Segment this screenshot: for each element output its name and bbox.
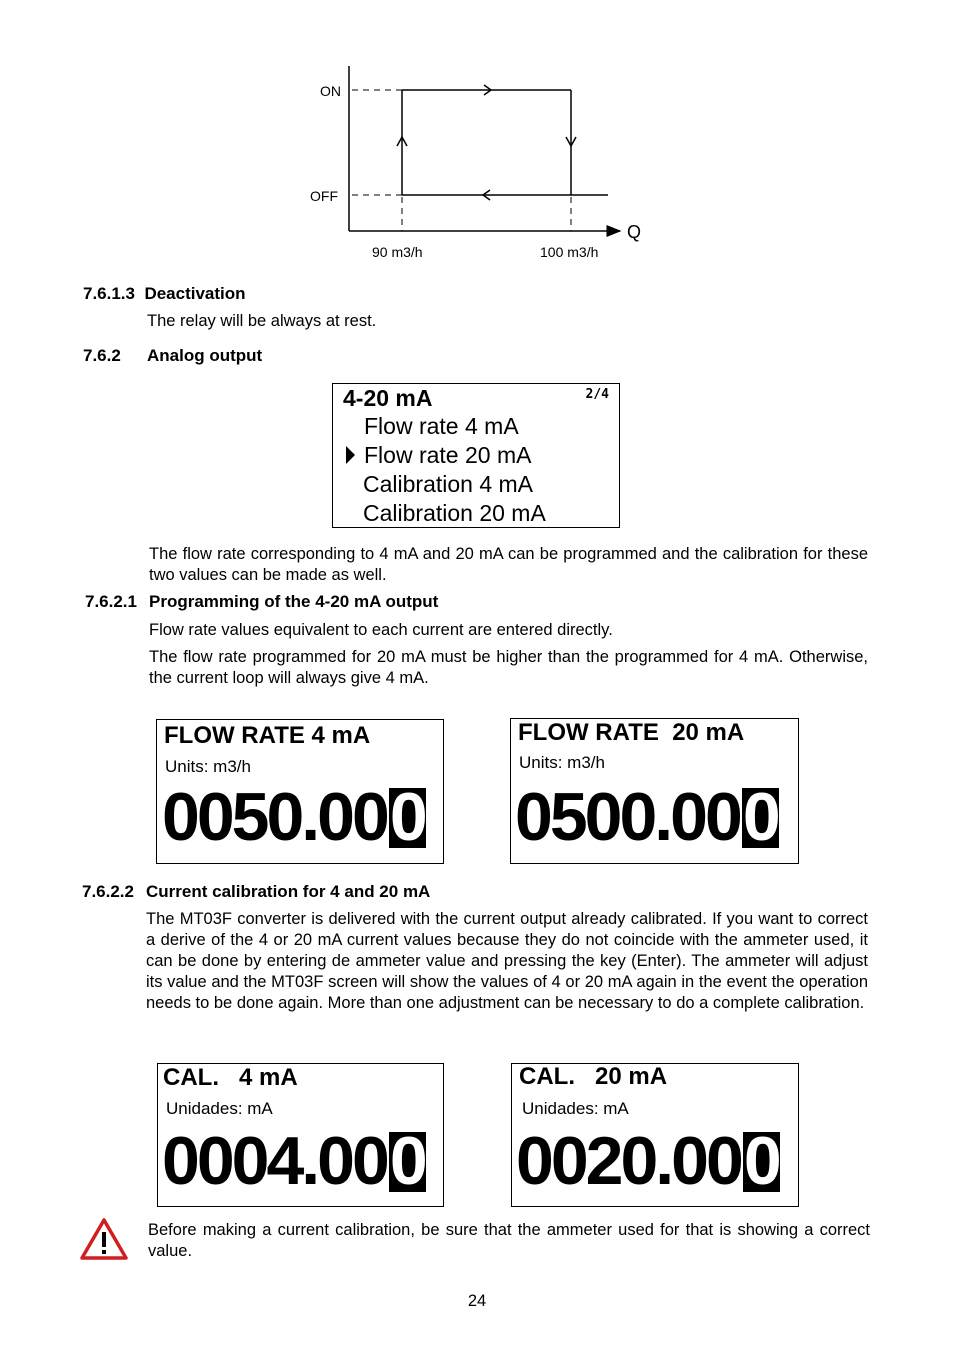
value-digits: 0050.00	[162, 779, 387, 855]
section-title: Analog output	[147, 346, 263, 365]
on-label: ON	[320, 83, 341, 99]
screen-value	[515, 779, 779, 855]
calibration-4ma-screen	[157, 1063, 444, 1207]
menu-title: 4-20 mA	[343, 385, 433, 411]
analog-output-text: The flow rate corresponding to 4 mA and 20 mA can be programmed and the calibration for these two values can be made as well.	[149, 545, 868, 584]
menu-item-calibration-4ma[interactable]: Calibration 4 mA	[363, 471, 534, 497]
screen-units: Unidades: mA	[166, 1099, 273, 1118]
screen-title: CAL. 4 mA	[163, 1064, 298, 1091]
calibration-20ma-screen	[511, 1063, 799, 1207]
edit-cursor[interactable]: 0	[389, 779, 425, 855]
programming-text-2: The flow rate programmed for 20 mA must be higher than the programmed for 4 mA. Otherwise, the current loop will always give 4 mA.	[149, 648, 868, 687]
edit-cursor[interactable]: 0	[743, 1123, 779, 1199]
calibration-text: The MT03F converter is delivered with the current output already calibrated. If you want to correct a derive of the 4 or 20 mA current values because they do not coincide with the ammeter used, it can be done by entering de ammeter value and pressing the key (Enter). The ammeter will adjust its value and the MT03F screen will show the values of 4 or 20 mA again in the event the operation needs to be done again. More than one adjustment can be necessary to do a complete calibration.	[146, 910, 868, 1012]
screen-units: Units: m3/h	[519, 753, 605, 772]
screen-value	[516, 1123, 780, 1199]
section-number: 7.6.2.2	[82, 882, 134, 901]
warning-text: Before making a current calibration, be sure that the ammeter used for that is showing a correct value.	[148, 1221, 870, 1260]
value-digits: 0004.00	[162, 1123, 387, 1199]
section-number: 7.6.2	[83, 346, 121, 365]
value-digits: 0500.00	[515, 779, 740, 855]
edit-cursor[interactable]: 0	[389, 1123, 425, 1199]
deactivation-heading	[83, 284, 246, 304]
hysteresis-diagram	[300, 60, 660, 270]
tick-label-low: 90 m3/h	[372, 244, 423, 260]
section-title: Current calibration for 4 and 20 mA	[146, 882, 431, 901]
flow-rate-4ma-screen	[156, 719, 444, 864]
screen-title: CAL. 20 mA	[519, 1063, 668, 1090]
programming-heading	[85, 592, 439, 612]
section-title: Deactivation	[144, 284, 246, 303]
menu-item-calibration-20ma[interactable]: Calibration 20 mA	[363, 500, 546, 526]
value-digits: 0020.00	[516, 1123, 741, 1199]
menu-page-indicator: 2/4	[585, 387, 609, 402]
flow-rate-20ma-screen	[510, 718, 799, 864]
analog-output-menu-screen	[332, 383, 620, 528]
edit-cursor[interactable]: 0	[742, 779, 778, 855]
screen-units: Unidades: mA	[522, 1099, 629, 1118]
selection-pointer-icon	[346, 446, 356, 464]
analog-output-heading	[83, 346, 263, 366]
x-axis-label: Q	[627, 222, 642, 242]
off-label: OFF	[310, 188, 338, 204]
screen-units: Units: m3/h	[165, 757, 251, 776]
section-number: 7.6.2.1	[85, 592, 137, 611]
programming-text-1: Flow rate values equivalent to each current are entered directly.	[149, 621, 613, 639]
calibration-heading	[82, 882, 431, 902]
screen-title: FLOW RATE 20 mA	[518, 719, 745, 746]
tick-label-high: 100 m3/h	[540, 244, 599, 260]
screen-value	[162, 1123, 426, 1199]
menu-item-flow-rate-4ma[interactable]: Flow rate 4 mA	[364, 413, 519, 439]
menu-item-flow-rate-20ma[interactable]: Flow rate 20 mA	[364, 442, 532, 468]
screen-value	[162, 779, 426, 855]
deactivation-text: The relay will be always at rest.	[147, 312, 377, 330]
warning-triangle-icon	[80, 1217, 128, 1261]
section-title: Programming of the 4-20 mA output	[149, 592, 439, 611]
screen-title: FLOW RATE 4 mA	[164, 722, 371, 749]
page-number: 24	[467, 1292, 487, 1310]
section-number: 7.6.1.3	[83, 284, 135, 303]
